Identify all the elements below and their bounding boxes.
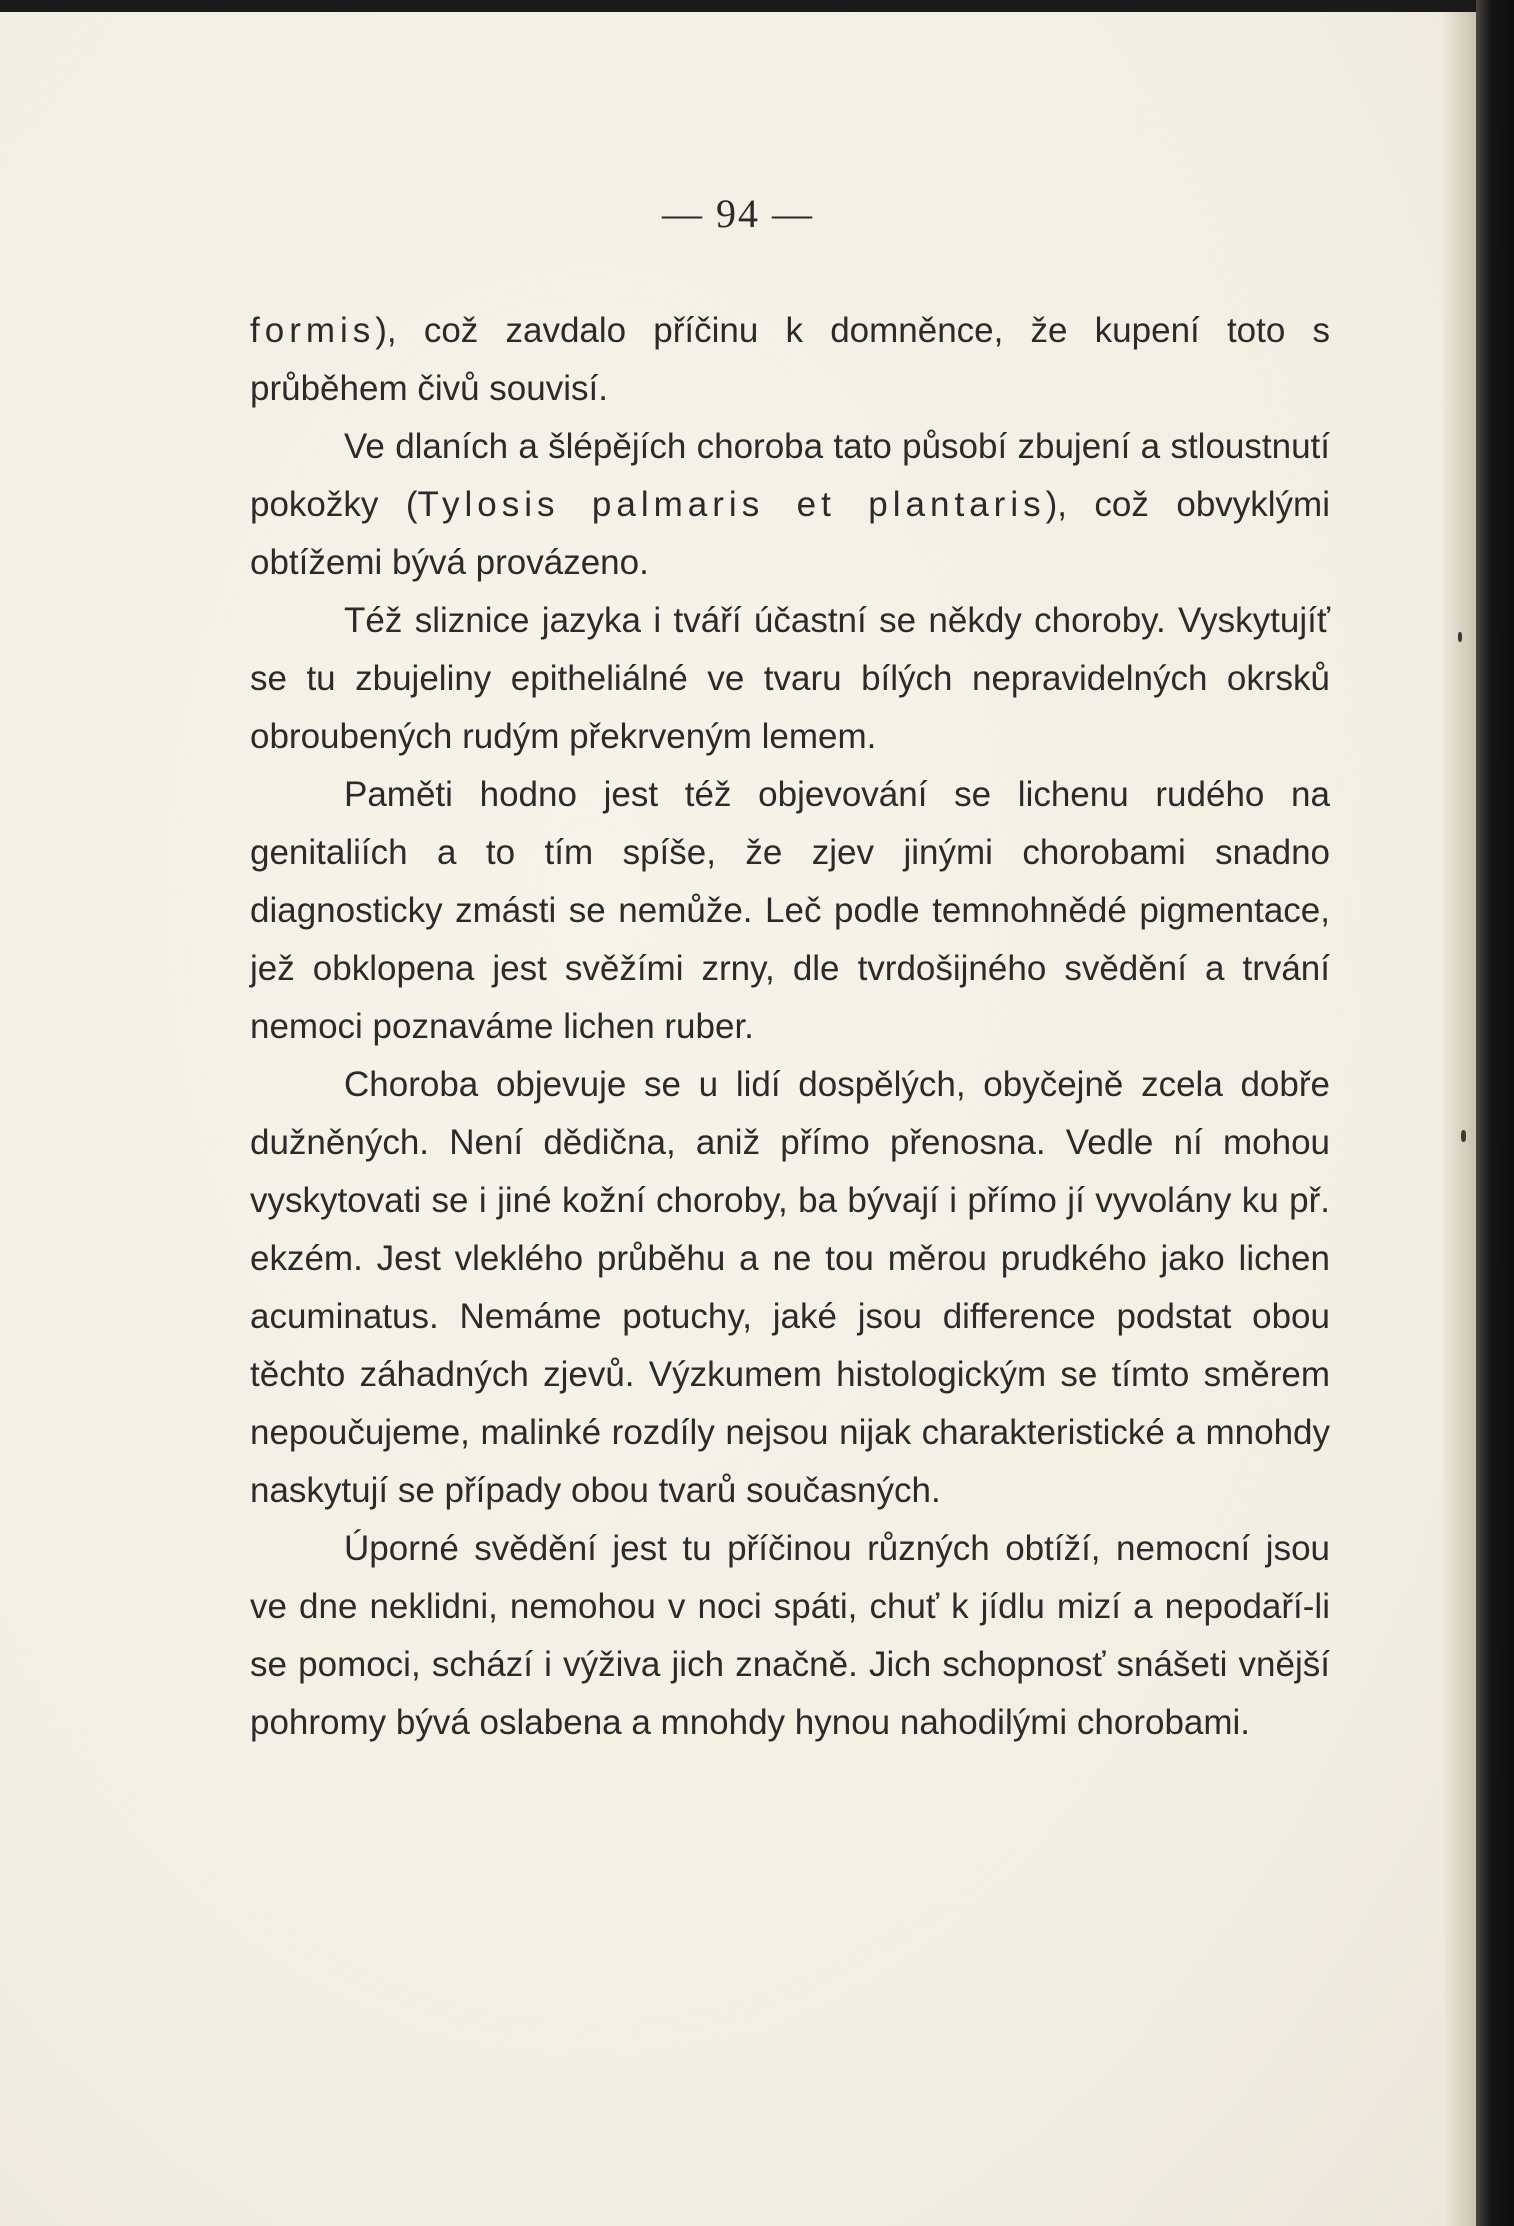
paragraph-tylosis [250, 418, 1330, 592]
text-run: Úporné svědění jest tu příčinou různých obtíží, nemocní jsou ve dne neklidni, nemohou v noci spáti, chuť k jídlu mizí a nepodaří-li se pomoci, schází i výživa jich značně. Jich schopnosť snášeti vnější pohromy bývá oslabena a mnohdy hynou nahodilými chorobami. [250, 1529, 1330, 1742]
dark-scan-edge [1476, 0, 1514, 2226]
text-run: Ve dlaních a šlépějích choroba tato působí zbujení a stloustnutí pokožky ( [250, 427, 1330, 524]
scan-fleck [1458, 632, 1462, 642]
scan-fleck [1461, 1130, 1466, 1142]
page-gutter-shadow [1442, 12, 1476, 2226]
paragraph-course [250, 1056, 1330, 1520]
paragraph-itching [250, 1520, 1330, 1752]
paragraph-continuation [250, 302, 1330, 418]
paragraph-mucosa [250, 592, 1330, 766]
top-scan-border [0, 0, 1514, 12]
italic-term-formis: formis [250, 311, 376, 350]
paragraph-genitalia [250, 766, 1330, 1056]
body-text [250, 302, 1330, 1752]
paper-sheet [0, 12, 1476, 2226]
text-run: Též sliznice jazyka i tváří účastní se někdy choroby. Vyskytujíť se tu zbujeliny epitheliálné ve tvaru bílých nepravidelných okrsků obroubených rudým překrveným lemem. [250, 601, 1330, 756]
text-run: ), což obvyklými obtížemi bývá provázeno. [250, 485, 1330, 582]
text-run: ), což zavdalo příčinu k domněnce, že kupení toto s průběhem čivů souvisí. [250, 311, 1330, 408]
spaced-term-tylosis: Tylosis palmaris et plantaris [417, 485, 1046, 524]
text-run: Paměti hodno jest též objevování se lichenu rudého na genitaliích a to tím spíše, že zjev jinými chorobami snadno diagnosticky zmásti se nemůže. Leč podle temnohnědé pigmentace, jež obklopena jest svěžími zrny, dle tvrdošijného svědění a trvání nemoci poznaváme lichen ruber. [250, 775, 1330, 1046]
page-number: — 94 — [662, 191, 814, 236]
text-run: Choroba objevuje se u lidí dospělých, obyčejně zcela dobře dužněných. Není dědična, aniž přímo přenosna. Vedle ní mohou vyskytovati se i jiné kožní choroby, ba bývají i přímo jí vyvolány ku př. ekzém. Jest vleklého průběhu a ne tou měrou prudkého jako lichen acuminatus. Nemáme potuchy, jaké jsou difference podstat obou těchto záhadných zjevů. Výzkumem histologickým se tímto směrem nepoučujeme, malinké rozdíly nejsou nijak charakteristické a mnohdy naskytují se případy obou tvarů současných. [250, 1065, 1330, 1510]
